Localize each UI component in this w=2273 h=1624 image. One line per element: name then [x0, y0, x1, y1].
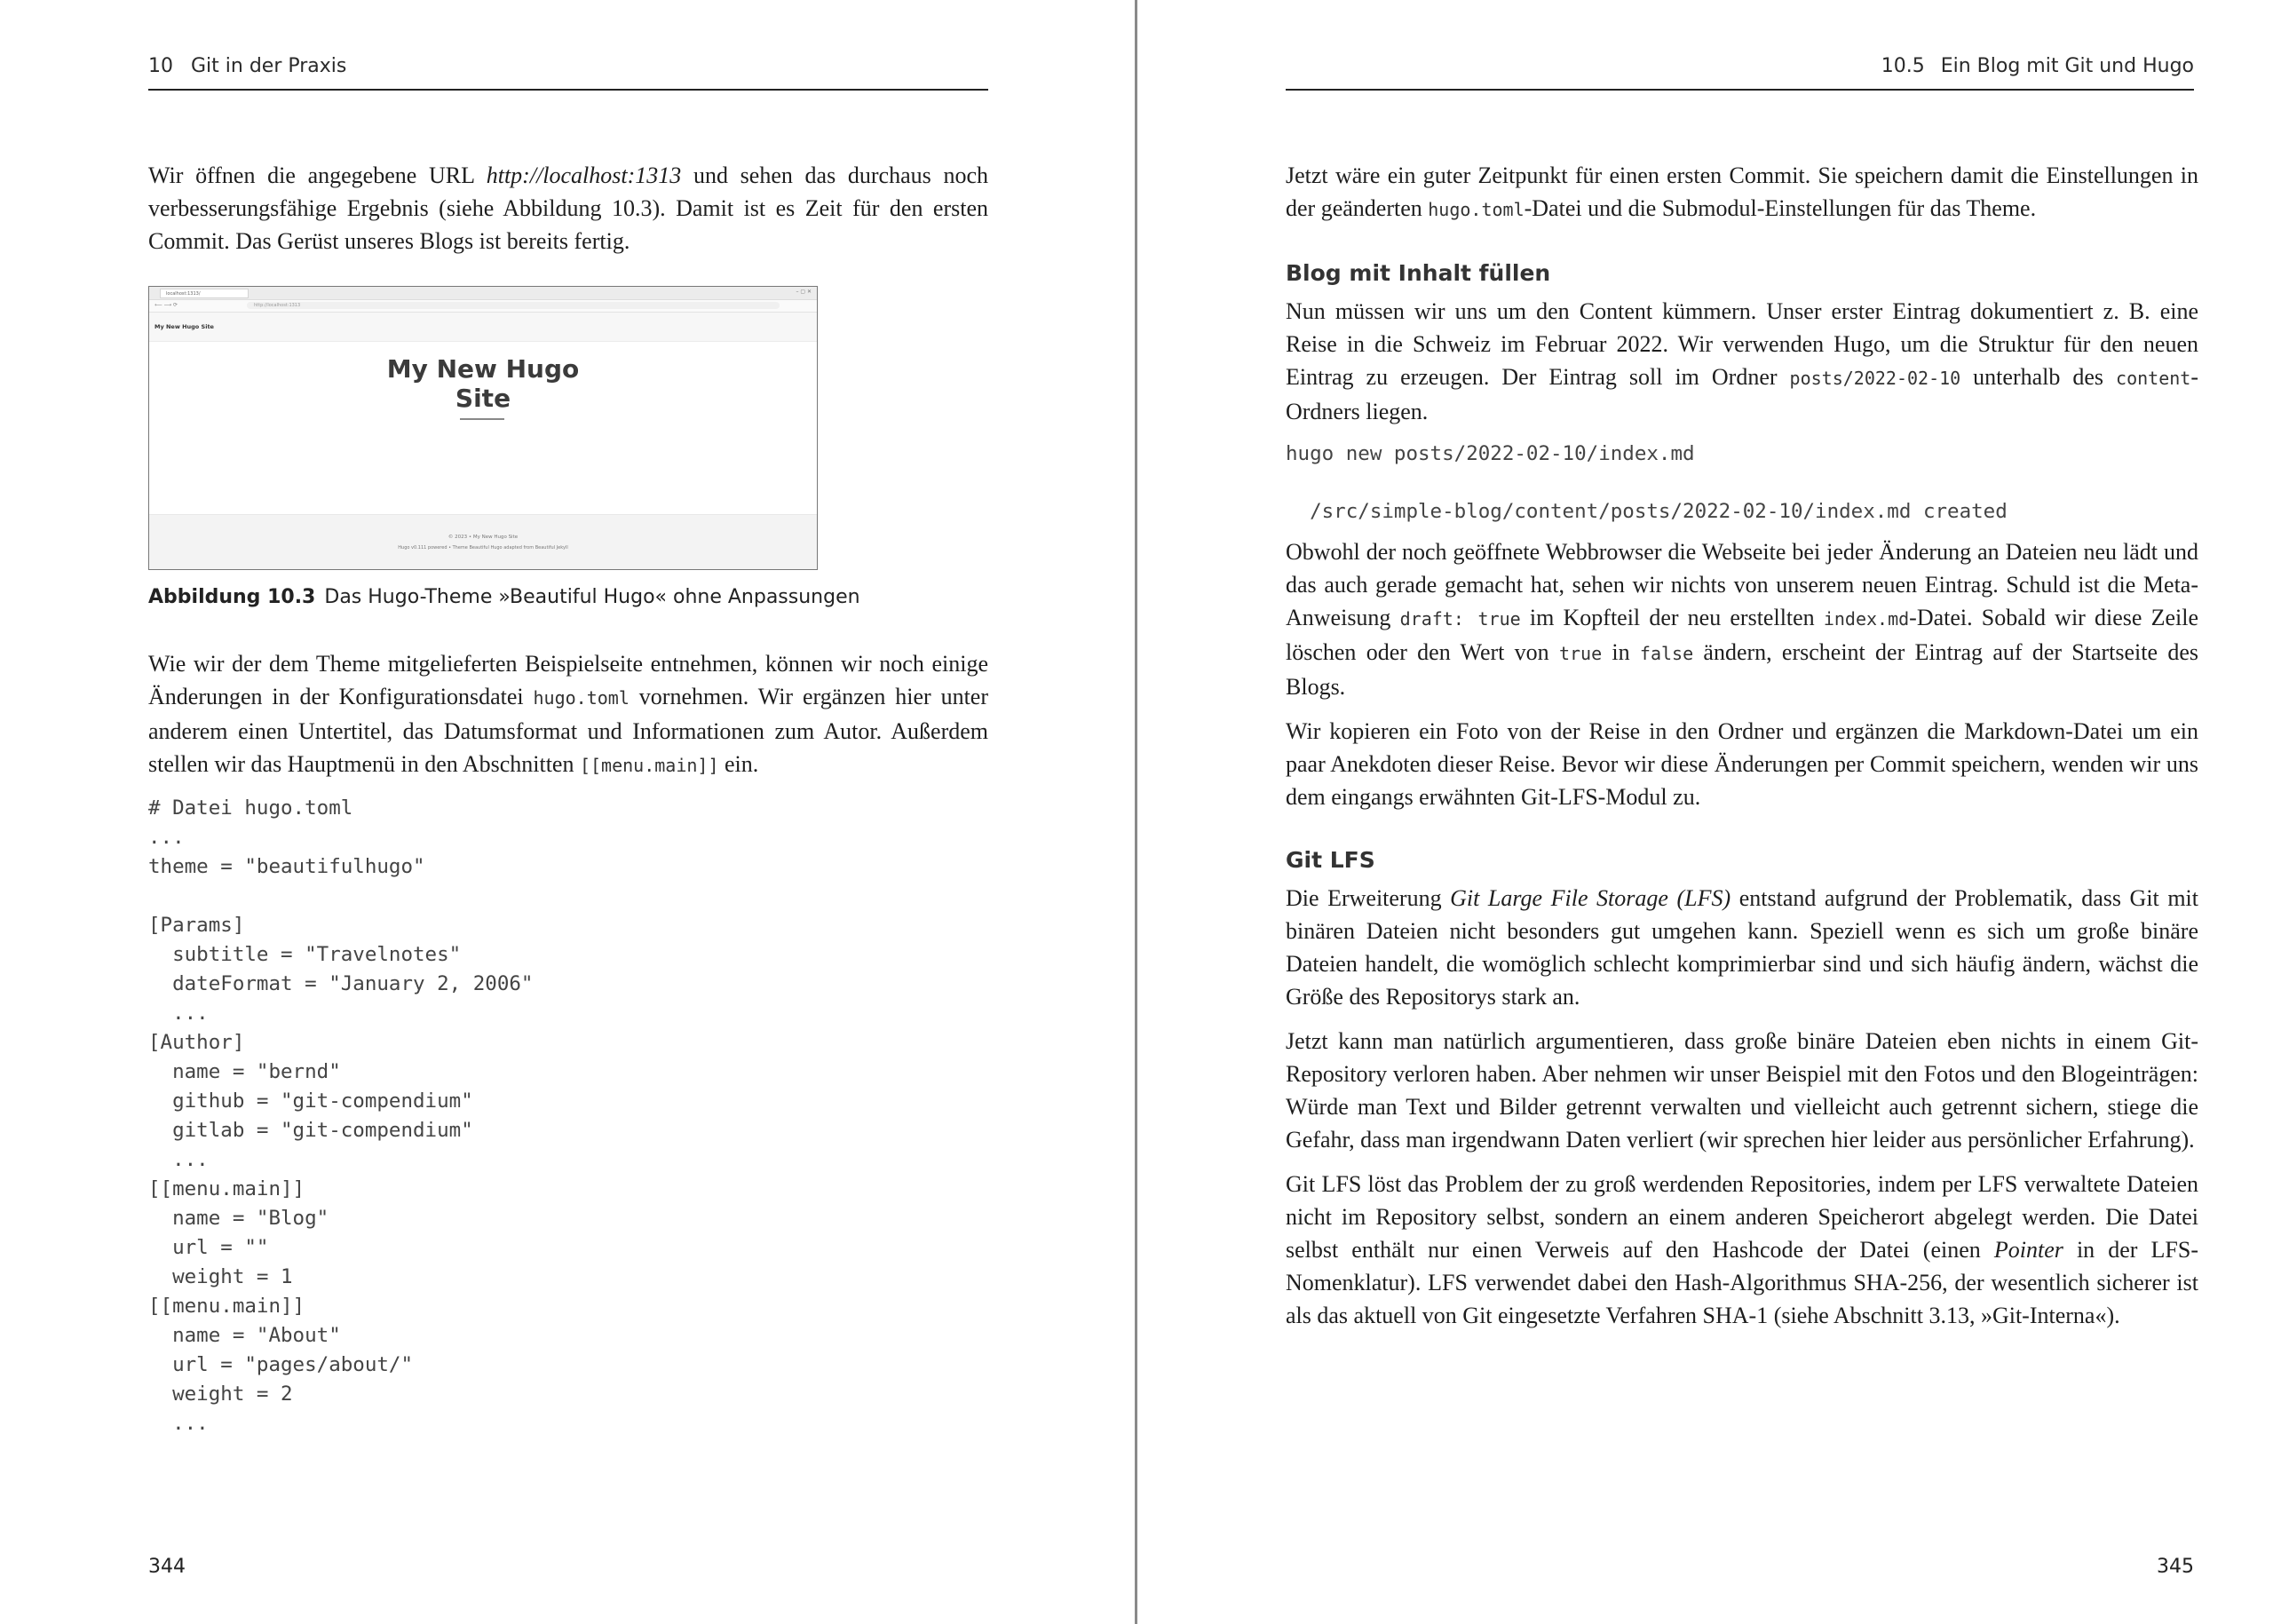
draft-paragraph: Obwohl der noch geöffnete Webbrowser die Webseite bei jeder Änderung an Dateien neu lädt und das auch gerade gemacht hat, sehen wir nichts von unserem neuen Eintrag. Schuld ist die Meta-Anweisung draft: true im Kopfteil der neu erstellten index.md-Datei. Sobald wir diese Zeile löschen oder den Wert von true in false ändern, erscheint der Eintrag auf der Startseite des Blogs.: [1286, 539, 2199, 700]
left-lower-content: [148, 647, 988, 1438]
heading-git-lfs: Git LFS: [1286, 847, 1375, 873]
caption-label: Abbildung 10.3: [148, 586, 316, 608]
browser-tabbar: [149, 287, 817, 300]
hugo-new-output: /src/simple-blog/content/posts/2022-02-10/index.md created: [1286, 500, 2008, 523]
content-paragraph: Nun müssen wir uns um den Content kümmern. Unser erster Eintrag dokumentiert z. B. eine Reise in die Schweiz im Februar 2022. Wir verwenden Hugo, um die Struktur für den neuen Eintrag zu erzeugen. Der Eintrag soll im Ordner posts/2022-02-10 unterhalb des content-Ordners liegen.: [1286, 298, 2198, 424]
header-rule: [1286, 89, 2194, 91]
lfs-solution-paragraph: Git LFS löst das Problem der zu groß werdenden Repositories, indem per LFS verwaltete Dateien nicht im Repository selbst, sondern an einem anderen Speicherort abgelegt werden. Die Datei selbst enthält nur einen Verweis auf den Hashcode der Datei (einen Pointer in der LFS-Nomenklatur). LFS verwendet dabei den Hash-Algorithmus SHA-256, der wesentlich sicherer ist als das aktuell von Git eingesetzte Verfahren SHA-1 (siehe Abschnitt 3.13, »Git-Interna«).: [1286, 1171, 2198, 1328]
lfs-intro-paragraph: Die Erweiterung Git Large File Storage (LFS) entstand aufgrund der Problematik, dass Git mit binären Dateien nicht besonders gut umgehen kann. Speziell wenn es sich um große binäre Dateien handelt, die womöglich schlecht komprimierbar sind und sich häufig ändern, wächst die Größe des Repositorys stark an.: [1286, 885, 2198, 1010]
running-head: [148, 55, 346, 77]
page-number: 344: [148, 1556, 186, 1578]
site-footer: [149, 514, 817, 569]
browser-screenshot-figure: [148, 286, 818, 570]
site-navbar: [149, 313, 817, 342]
toml-code-block: # Datei hugo.toml ... theme = "beautifulhugo" [Params] subtitle = "Travelnotes" dateFormat = "January 2, 2006" ... [Author] name = "bernd" github = "git-compendium" gitlab = "git-compendium" ... [[menu.main]] name = "Blog" url = "" weight = 1 [[menu.main]] name = "About" url = "pages/about/" weight = 2 ...: [148, 796, 534, 1435]
browser-address: http://localhost:1313: [247, 302, 780, 309]
heading-blog-content: Blog mit Inhalt füllen: [1286, 260, 1551, 286]
site-hero: [149, 342, 817, 516]
chapter-number: 10: [148, 55, 173, 77]
browser-urlbar: [149, 300, 817, 313]
figure-caption: [148, 586, 860, 608]
window-controls-icon: – ▢ ✕: [796, 289, 812, 295]
footer-credits: Hugo v0.111 powered • Theme Beautiful Hugo adapted from Beautiful Jekyll: [398, 545, 568, 551]
chapter-title: Git in der Praxis: [191, 55, 347, 77]
hero-title: My New Hugo Site: [386, 354, 580, 413]
footer-copyright: © 2023 • My New Hugo Site: [447, 535, 519, 540]
section-number: 10.5: [1881, 55, 1925, 77]
intro-paragraph-wrap: [148, 159, 988, 269]
caption-text: Das Hugo-Theme »Beautiful Hugo« ohne Anpassungen: [324, 586, 860, 608]
right-content: [1286, 159, 2198, 1343]
section-title: Ein Blog mit Git und Hugo: [1940, 55, 2194, 77]
header-rule: [148, 89, 988, 91]
page-number: 345: [2157, 1556, 2194, 1578]
hero-divider: [460, 418, 504, 420]
site-brand: My New Hugo Site: [154, 323, 214, 330]
right-page: [1137, 0, 2272, 1624]
config-paragraph: Wie wir der dem Theme mitgelieferten Beispielseite entnehmen, können wir noch einige Änderungen in der Konfigurationsdatei hugo.toml vornehmen. Wir ergänzen hier unter anderem einen Untertitel, das Datumsformat und Informationen zum Autor. Außerdem stellen wir das Hauptmenü in den Abschnitten [[menu.main]] ein.: [148, 651, 988, 777]
browser-tab: localhost:1313/: [160, 289, 249, 298]
localhost-url: http://localhost:1313: [486, 162, 682, 188]
intro-paragraph: Wir öffnen die angegebene URL http://localhost:1313 und sehen das durchaus noch verbesserungsfähige Ergebnis (siehe Abbildung 10.3). Damit ist es Zeit für den ersten Commit. Das Gerüst unseres Blogs ist bereits fertig.: [148, 162, 988, 254]
nav-arrows-icon: ⟵ ⟶ ⟳: [154, 302, 178, 308]
commit-paragraph: Jetzt wäre ein guter Zeitpunkt für einen ersten Commit. Sie speichern damit die Einstellungen in der geänderten hugo.toml-Datei und die Submodul-Einstellungen für das Theme.: [1286, 162, 2198, 221]
hugo-new-command: hugo new posts/2022-02-10/index.md: [1286, 442, 1695, 465]
left-page: [0, 0, 1135, 1624]
running-head: [1881, 55, 2194, 77]
photo-paragraph: Wir kopieren ein Foto von der Reise in den Ordner und ergänzen die Markdown-Datei um ein paar Anekdoten dieser Reise. Bevor wir diese Änderungen per Commit speichern, wenden wir uns dem eingangs erwähnten Git-LFS-Modul zu.: [1286, 718, 2198, 810]
lfs-argument-paragraph: Jetzt kann man natürlich argumentieren, dass große binäre Dateien eben nichts in einem Git-Repository verloren haben. Aber nehmen wir unser Beispiel mit den Fotos und den Blogeinträgen: Würde man Text und Bilder getrennt verwalten und vielleicht auch getrennt sichern, stiege die Gefahr, dass man irgendwann Daten verliert (wir sprechen hier leider aus persönlicher Erfahrung).: [1286, 1028, 2198, 1153]
